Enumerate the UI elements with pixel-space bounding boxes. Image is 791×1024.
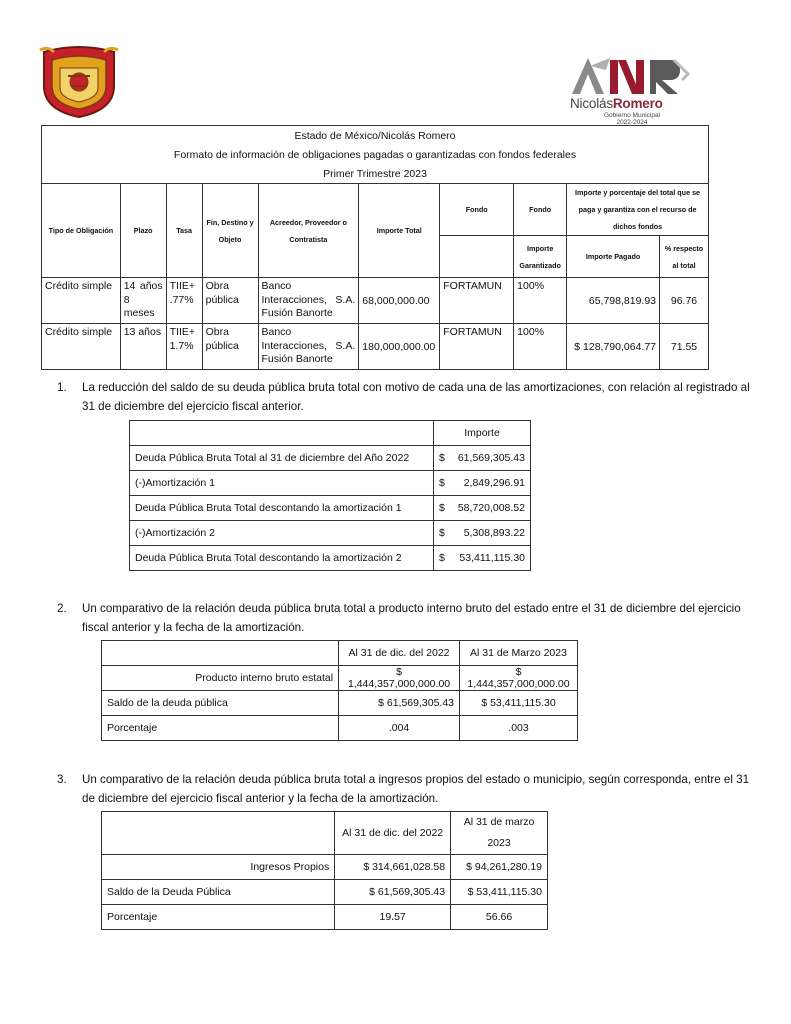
row-value-2022: 19.57 <box>335 905 451 930</box>
row-value-2023: $ 53,411,115.30 <box>460 691 578 716</box>
header-pct-respecto: % respecto al total <box>660 236 709 278</box>
table-row <box>130 446 531 471</box>
cell-fondo: FORTAMUN <box>440 278 514 324</box>
cell-tasa: TIIE+ .77% <box>166 278 202 324</box>
header-dic-2022: Al 31 de dic. del 2022 <box>335 812 451 855</box>
own-income-comparison-table <box>101 811 548 930</box>
section-2-number: 2. <box>57 602 67 615</box>
nr-logo-subtitle: Gobierno Municipal 2022-2024 <box>604 112 661 126</box>
section-1-text: La reducción del saldo de su deuda pública bruta total con motivo de cada una de las amortizaciones, con relación al registrado al 31 de diciembre del ejercicio fiscal anterior. <box>82 381 750 413</box>
row-value-2022: $ 1,444,357,000,000.00 <box>339 666 460 691</box>
cell-garantizado: 100% <box>514 278 567 324</box>
row-label: Porcentaje <box>102 905 335 930</box>
row-value-2023: .003 <box>460 716 578 741</box>
header-importe: Importe <box>434 421 531 446</box>
header-blank <box>102 641 339 666</box>
row-value-2022: $ 61,569,305.43 <box>335 880 451 905</box>
cell-fin: Obra pública <box>202 278 258 324</box>
table-row <box>102 905 548 930</box>
cell-fin: Obra pública <box>202 324 258 370</box>
gdp-comparison-table <box>101 640 578 741</box>
nr-monogram-icon <box>570 56 690 96</box>
table-row <box>102 880 548 905</box>
cell-acreedor: Banco Interacciones, S.A. Fusión Banorte <box>258 324 359 370</box>
row-label: Producto interno bruto estatal <box>102 666 339 691</box>
table-title-state: Estado de México/Nicolás Romero <box>42 126 709 146</box>
cell-acreedor: Banco Interacciones, S.A. Fusión Banorte <box>258 278 359 324</box>
cell-importe-total: 180,000,000.00 <box>359 324 440 370</box>
cell-fondo: FORTAMUN <box>440 324 514 370</box>
row-amount: $ 61,569,305.43 <box>434 446 531 471</box>
table-row <box>42 278 709 324</box>
row-label: Deuda Pública Bruta Total descontando la amortización 1 <box>130 496 434 521</box>
header-importe-pagado: Importe Pagado <box>567 236 660 278</box>
table-title-period: Primer Trimestre 2023 <box>42 164 709 184</box>
row-amount: $ 53,411,115.30 <box>434 546 531 571</box>
header-importe-total: Importe Total <box>359 184 440 278</box>
debt-reduction-table <box>129 420 531 571</box>
row-label: Saldo de la deuda pública <box>102 691 339 716</box>
cell-pct: 71.55 <box>660 324 709 370</box>
header-marzo-2023: Al 31 de marzo 2023 <box>451 812 548 855</box>
row-label: (-)Amortización 2 <box>130 521 434 546</box>
row-value-2022: $ 61,569,305.43 <box>339 691 460 716</box>
municipal-shield-logo <box>38 46 120 118</box>
table-title-format: Formato de información de obligaciones pagadas o garantizadas con fondos federales <box>42 145 709 164</box>
row-amount: $ 2,849,296.91 <box>434 471 531 496</box>
header-blank <box>130 421 434 446</box>
nr-logo-wordmark: NicolásRomero <box>570 96 663 111</box>
row-label: Ingresos Propios <box>102 855 335 880</box>
obligations-table <box>41 125 709 370</box>
row-value-2023: $ 53,411,115.30 <box>451 880 548 905</box>
table-row <box>102 691 578 716</box>
header-acreedor: Acreedor, Proveedor o Contratista <box>258 184 359 278</box>
cell-tipo: Crédito simple <box>42 278 121 324</box>
table-row <box>102 716 578 741</box>
table-row <box>102 666 578 691</box>
header-blank <box>102 812 335 855</box>
table-row <box>130 496 531 521</box>
table-row <box>102 855 548 880</box>
cell-pagado: $ 128,790,064.77 <box>567 324 660 370</box>
section-1-number: 1. <box>57 381 67 394</box>
cell-garantizado: 100% <box>514 324 567 370</box>
header-fin: Fin, Destino y Objeto <box>202 184 258 278</box>
row-value-2023: $ 94,261,280.19 <box>451 855 548 880</box>
header-importe-garantizado: Importe Garantizado <box>514 236 567 278</box>
table-row <box>130 471 531 496</box>
header-fondo-blank <box>440 236 514 278</box>
section-3-text: Un comparativo de la relación deuda pública bruta total a ingresos propios del estado o municipio, según corresponda, entre el 31 de diciembre del ejercicio fiscal anterior y la fecha de la amortización. <box>82 773 750 805</box>
cell-pagado: 65,798,819.93 <box>567 278 660 324</box>
header-importe-porcentaje: Importe y porcentaje del total que se paga y garantiza con el recurso de dichos fondos <box>567 184 709 236</box>
row-label: Deuda Pública Bruta Total al 31 de diciembre del Año 2022 <box>130 446 434 471</box>
table-row <box>42 324 709 370</box>
cell-tasa: TIIE+ 1.7% <box>166 324 202 370</box>
row-value-2022: $ 314,661,028.58 <box>335 855 451 880</box>
header-fondo-2: Fondo <box>514 184 567 236</box>
header-plazo: Plazo <box>120 184 166 278</box>
nicolas-romero-government-logo <box>566 56 702 128</box>
row-value-2022: .004 <box>339 716 460 741</box>
cell-plazo: 14 años 8 meses <box>120 278 166 324</box>
row-label: Porcentaje <box>102 716 339 741</box>
section-2-text: Un comparativo de la relación deuda pública bruta total a producto interno bruto del estado entre el 31 de diciembre del ejercicio fiscal anterior y la fecha de la amortización. <box>82 602 741 634</box>
header-tipo: Tipo de Obligación <box>42 184 121 278</box>
row-value-2023: $ 1,444,357,000,000.00 <box>460 666 578 691</box>
row-label: Deuda Pública Bruta Total descontando la amortización 2 <box>130 546 434 571</box>
header-tasa: Tasa <box>166 184 202 278</box>
header-fondo: Fondo <box>440 184 514 236</box>
cell-pct: 96.76 <box>660 278 709 324</box>
table-row <box>130 546 531 571</box>
header-dic-2022: Al 31 de dic. del 2022 <box>339 641 460 666</box>
section-3-number: 3. <box>57 773 67 786</box>
row-label: (-)Amortización 1 <box>130 471 434 496</box>
row-amount: $ 5,308,893.22 <box>434 521 531 546</box>
cell-importe-total: 68,000,000.00 <box>359 278 440 324</box>
header-marzo-2023: Al 31 de Marzo 2023 <box>460 641 578 666</box>
row-value-2023: 56.66 <box>451 905 548 930</box>
row-label: Saldo de la Deuda Pública <box>102 880 335 905</box>
row-amount: $ 58,720,008.52 <box>434 496 531 521</box>
cell-plazo: 13 años <box>120 324 166 370</box>
table-row <box>130 521 531 546</box>
cell-tipo: Crédito simple <box>42 324 121 370</box>
